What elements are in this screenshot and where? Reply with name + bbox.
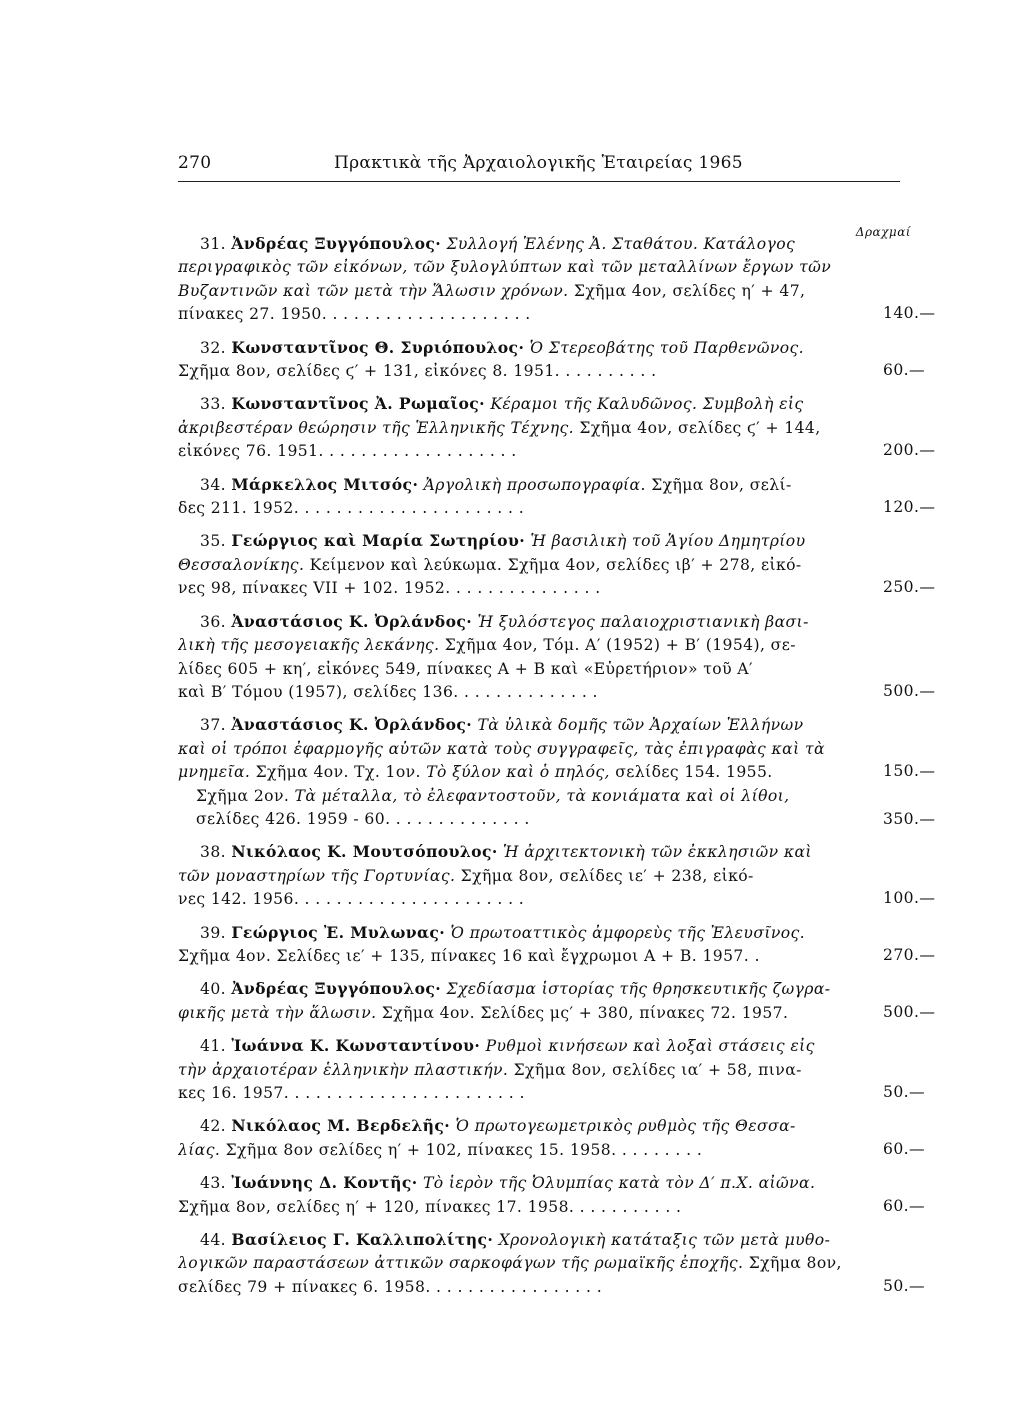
author-name: Γεώργιος καὶ Μαρία Σωτηρίου· (231, 531, 526, 551)
price-value: 100.— (883, 889, 936, 908)
entry-line: Σχῆμα 4ον. Σελίδες ιε′ + 135, πίνακες 16 καὶ ἔγχρωμοι Α + Β. 1957. . (178, 945, 898, 968)
title-text: Τὰ ὑλικὰ δομῆς τῶν Ἀρχαίων Ἑλλήνων (477, 716, 804, 735)
title-text: Ἡ ἀρχιτεκτονικὴ τῶν ἐκκλησιῶν καὶ (503, 843, 812, 862)
title-text: Ἡ ξυλόστεγος παλαιοχριστιανικὴ βασι- (477, 612, 809, 631)
dot-leader: . . (743, 946, 760, 965)
price-value: 350.— (883, 809, 936, 828)
entry-body (178, 840, 936, 911)
entry-body (178, 1034, 925, 1105)
price-value: 50.— (883, 1082, 925, 1101)
catalogue-entry (178, 336, 925, 384)
catalogue-entry (178, 840, 936, 911)
dot-leader: . . . . . . . . . . . . . . . . . . . (318, 442, 517, 461)
price-value: 140.— (883, 304, 936, 323)
title-text: Ἀργολικὴ προσωπογραφία. (423, 475, 646, 494)
author-name: Ἰωάννα Κ. Κωνσταντίνου· (231, 1036, 481, 1056)
entry-line: λίδες 605 + κη′, εἰκόνες 549, πίνακες Α + Β καὶ «Εὑρετήριον» τοῦ Α′ (178, 659, 753, 678)
catalogue-entry (178, 1228, 925, 1299)
entry-line: Σχῆμα 2ον. Τὰ μέταλλα, τὸ ἐλεφαντοστοῦν, τὰ κονιάματα καὶ οἱ λίθοι, (196, 786, 790, 805)
author-name: Μάρκελλος Μιτσός· (231, 474, 419, 494)
catalogue-entry (178, 1171, 925, 1219)
title-text: λίας. (178, 1140, 221, 1159)
entry-line: σελίδες 79 + πίνακες 6. 1958. . . . . . . . . . . . . . . . . (178, 1276, 898, 1299)
entry-line: Σχῆμα 8ον, σελίδες η′ + 120, πίνακες 17. 1958. . . . . . . . . . . (178, 1196, 898, 1219)
entry-line: καὶ Β′ Τόμου (1957), σελίδες 136. . . . . . . . . . . . . . (178, 681, 898, 704)
title-text: τῶν μοναστηρίων τῆς Γορτυνίας. (178, 866, 456, 885)
price-value: 120.— (883, 498, 936, 517)
entry-line: πίνακες 27. 1950. . . . . . . . . . . . . . . . . . . . (178, 303, 898, 326)
page-number: 270 (178, 153, 212, 173)
entry-body (178, 610, 936, 705)
author-name: Ἰωάννης Δ. Κοντῆς· (231, 1173, 418, 1193)
title-text: περιγραφικὸς τῶν εἰκόνων, τῶν ξυλογλύπτων καὶ τῶν μεταλλίνων ἔργων τῶν (178, 258, 832, 277)
price-value: 60.— (883, 1139, 925, 1158)
title-text: ἀκριβεστέραν θεώρησιν τῆς Ἑλληνικῆς Τέχνης. (178, 418, 575, 437)
title-text: Τὰ μέταλλα, τὸ ἐλεφαντοστοῦν, τὰ κονιάματα καὶ οἱ λίθοι, (294, 786, 790, 805)
price-value: 200.— (883, 441, 936, 460)
dot-leader: . . . . . . . . . . . . . . . . . . . . . . . (283, 1084, 525, 1102)
catalogue-entry (178, 392, 936, 463)
entry-body (178, 977, 936, 1025)
price-value: 250.— (883, 578, 936, 597)
entry-body (178, 713, 936, 784)
catalogue-entry (178, 473, 936, 521)
entry-line: λικὴ τῆς μεσογειακῆς λεκάνης. Σχῆμα 4ον, Τόμ. Α′ (1952) + Β′ (1954), σε- (178, 636, 796, 655)
dot-leader: . (783, 1003, 789, 1022)
author-name: Ἀνδρέας Ξυγγόπουλος· (231, 234, 442, 253)
author-name: Βασίλειος Γ. Καλλιπολίτης· (231, 1230, 494, 1250)
title-text: λικὴ τῆς μεσογειακῆς λεκάνης. (178, 636, 440, 655)
entry-body (178, 392, 936, 463)
entry-line: Βυζαντινῶν καὶ τῶν μετὰ τὴν Ἅλωσιν χρόνων. Σχῆμα 4ον, σελίδες η′ + 47, (178, 281, 806, 300)
entry-line: λίας. Σχῆμα 8ον σελίδες η′ + 102, πίνακες 15. 1958. . . . . . . . . (178, 1139, 898, 1162)
entry-line (178, 738, 898, 761)
author-name: Νικόλαος Μ. Βερδελῆς· (231, 1116, 451, 1136)
dot-leader: . . . . . . . . . . . . . . . . . . . . . . (293, 499, 525, 518)
entry-line: 41. Ἰωάννα Κ. Κωνσταντίνου· Ρυθμοὶ κινήσεων καὶ λοξαὶ στάσεις εἰς (200, 1036, 815, 1056)
dot-leader: . . . . . . . . . . . . . . . (445, 579, 601, 598)
dot-leader: . . . . . . . . . . . . . . (385, 809, 530, 828)
entry-line: τῶν μοναστηρίων τῆς Γορτυνίας. Σχῆμα 8ον, σελίδες ιε′ + 238, εἰκό- (178, 866, 754, 885)
catalogue-entry (178, 1034, 925, 1105)
entry-line: νες 98, πίνακες VII + 102. 1952. . . . . . . . . . . . . . . (178, 577, 898, 600)
entry-line: 43. Ἰωάννης Δ. Κοντῆς· Τὸ ἱερὸν τῆς Ὀλυμπίας κατὰ τὸν Δ′ π.Χ. αἰῶνα. (200, 1173, 816, 1193)
dot-leader: . . . . . . . . . . . . . . . . . . . . (321, 305, 531, 324)
entry-body (178, 1228, 925, 1299)
entry-body (178, 336, 925, 384)
entry-line: 32. Κωνσταντῖνος Θ. Συριόπουλος· Ὁ Στερεοβάτης τοῦ Παρθενῶνος. (200, 337, 805, 357)
entry-line: φικῆς μετὰ τὴν ἅλωσιν. Σχῆμα 4ον. Σελίδες μς′ + 380, πίνακες 72. 1957. (178, 1002, 898, 1025)
author-name: Κωνσταντῖνος Ἀ. Ρωμαῖος· (231, 394, 485, 414)
title-text: Ὁ πρωτοαττικὸς ἀμφορεὺς τῆς Ἐλευσῖνος. (450, 923, 806, 942)
title-text: Συλλογή Ἑλένης Ἀ. Σταθάτου. Κατάλογος (446, 235, 796, 253)
entry-line: 39. Γεώργιος Ἐ. Μυλωνας· Ὁ πρωτοαττικὸς ἀμφορεὺς τῆς Ἐλευσῖνος. (200, 922, 806, 942)
entry-line: 36. Ἀναστάσιος Κ. Ὀρλάνδος· Ἡ ξυλόστεγος παλαιοχριστιανικὴ βασι- (200, 611, 809, 631)
title-text: Χρονολογικὴ κατάταξις τῶν μετὰ μυθο- (498, 1231, 831, 1250)
entry-line: Σχῆμα 8ον, σελίδες ϛ′ + 131, εἰκόνες 8. 1951. . . . . . . . . . (178, 360, 898, 383)
entry-line: 33. Κωνσταντῖνος Ἀ. Ρωμαῖος· Κέραμοι τῆς Καλυδῶνος. Συμβολὴ εἰς (200, 394, 804, 414)
price-value: 270.— (883, 945, 936, 964)
entry-line: 40. Ἀνδρέας Ξυγγόπουλος· Σχεδίασμα ἱστορίας τῆς θρησκευτικῆς ζωγρα- (200, 979, 831, 999)
dot-leader: . . . . . . . . . (611, 1140, 703, 1159)
dot-leader: . . . . . . . . . . . . . . . . . . . . . . (293, 890, 525, 909)
header-rule (178, 181, 900, 182)
catalogue-entry (178, 529, 936, 600)
entry-line: 37. Ἀναστάσιος Κ. Ὀρλάνδος· Τὰ ὑλικὰ δομῆς τῶν Ἀρχαίων Ἑλλήνων (200, 715, 804, 735)
title-text: Ρυθμοὶ κινήσεων καὶ λοξαὶ στάσεις εἰς (485, 1037, 815, 1056)
title-text: Τὸ ἱερὸν τῆς Ὀλυμπίας κατὰ τὸν Δ′ π.Χ. αἰῶνα. (422, 1174, 816, 1193)
dot-leader: . . . . . . . . . . . (568, 1197, 682, 1216)
price-value: 500.— (883, 1002, 936, 1021)
entry-line: Θεσσαλονίκης. Κείμενον καὶ λεύκωμα. Σχῆμα 4ον, σελίδες ιβ′ + 278, εἰκό- (178, 555, 802, 574)
price-value: 60.— (883, 1196, 925, 1215)
title-text: Θεσσαλονίκης. (178, 555, 305, 574)
entry-line: ἀκριβεστέραν θεώρησιν τῆς Ἑλληνικῆς Τέχνης. Σχῆμα 4ον, σελίδες ϛ′ + 144, (178, 418, 821, 437)
entry-line: δες 211. 1952. . . . . . . . . . . . . . . . . . . . . . (178, 497, 898, 520)
price-value: 500.— (883, 681, 936, 700)
catalogue-entry (178, 610, 936, 705)
entry-body (178, 1171, 925, 1219)
title-text: καὶ οἱ τρόποι ἐφαρμογῆς αὐτῶν κατὰ τοὺς συγγραφεῖς, τὰς ἐπιγραφὰς καὶ τὰ (178, 739, 825, 758)
currency-label: Δραχμαί (855, 225, 911, 239)
catalogue-entry (178, 977, 936, 1025)
catalogue-entry (178, 921, 936, 969)
title-text: Ἡ βασιλικὴ τοῦ Ἁγίου Δημητρίου (530, 532, 806, 551)
title-text: Ὁ πρωτογεωμετρικὸς ρυθμὸς τῆς Θεσσα- (455, 1117, 796, 1136)
entry-body (178, 529, 936, 600)
author-name: Ἀναστάσιος Κ. Ὀρλάνδος· (231, 611, 473, 631)
entry-line: νες 142. 1956. . . . . . . . . . . . . . . . . . . . . . (178, 888, 898, 911)
author-name: Γεώργιος Ἐ. Μυλωνας· (231, 922, 446, 942)
entry-subvolume (178, 785, 936, 832)
title-text: Βυζαντινῶν καὶ τῶν μετὰ τὴν Ἅλωσιν χρόνων. (178, 281, 569, 300)
entry-line: 31. Ἀνδρέας Ξυγγόπουλος· Συλλογή Ἑλένης Ἀ. Σταθάτου. Κατάλογος (200, 234, 796, 253)
entry-line: μνημεῖα. Σχῆμα 4ον. Τχ. 1ον. Τὸ ξύλον καὶ ὁ πηλός, σελίδες 154. 1955. (178, 763, 773, 782)
dot-leader: . . . . . . . . . . . . . . . . . (425, 1277, 603, 1296)
dot-leader: . . . . . . . . . . . . . . (453, 682, 598, 701)
entry-line: 35. Γεώργιος καὶ Μαρία Σωτηρίου· Ἡ βασιλικὴ τοῦ Ἁγίου Δημητρίου (200, 531, 806, 551)
running-header (178, 153, 918, 183)
entry-line: λογικῶν παραστάσεων ἀττικῶν σαρκοφάγων τῆς ρωμαϊκῆς ἐποχῆς. Σχῆμα 8ον, (178, 1254, 842, 1273)
title-text: Ὁ Στερεοβάτης τοῦ Παρθενῶνος. (529, 338, 805, 357)
price-value: 50.— (883, 1276, 925, 1295)
entry-line: εἰκόνες 76. 1951. . . . . . . . . . . . . . . . . . . (178, 440, 898, 463)
title-text: τὴν ἀρχαιοτέραν ἑλληνικὴν πλαστικήν. (178, 1060, 509, 1079)
price-value: 150.— (883, 762, 936, 781)
entry-line: 38. Νικόλαος Κ. Μουτσόπουλος· Ἡ ἀρχιτεκτονικὴ τῶν ἐκκλησιῶν καὶ (200, 842, 812, 862)
author-name: Νικόλαος Κ. Μουτσόπουλος· (231, 842, 498, 862)
title-text: φικῆς μετὰ τὴν ἅλωσιν. (178, 1003, 377, 1022)
catalogue-entry (178, 1114, 925, 1162)
entry-line: 34. Μάρκελλος Μιτσός· Ἀργολικὴ προσωπογραφία. Σχῆμα 8ον, σελί- (200, 474, 792, 494)
title-text: Τὸ ξύλον καὶ ὁ πηλός, (426, 763, 610, 782)
title-text: λογικῶν παραστάσεων ἀττικῶν σαρκοφάγων τῆς ρωμαϊκῆς ἐποχῆς. (178, 1254, 744, 1273)
author-name: Κωνσταντῖνος Θ. Συριόπουλος· (231, 337, 525, 357)
catalogue-entry (178, 713, 936, 831)
entry-body (178, 1114, 925, 1162)
entry-line: 44. Βασίλειος Γ. Καλλιπολίτης· Χρονολογικὴ κατάταξις τῶν μετὰ μυθο- (200, 1230, 831, 1250)
dot-leader: . . . . . . . . . . (554, 362, 657, 381)
entry-line: κες 16. 1957. . . . . . . . . . . . . . . . . . . . . . . (178, 1082, 898, 1105)
title-text: μνημεῖα. (178, 763, 251, 782)
entry-line: 42. Νικόλαος Μ. Βερδελῆς· Ὁ πρωτογεωμετρικὸς ρυθμὸς τῆς Θεσσα- (200, 1116, 796, 1136)
title-text: Κέραμοι τῆς Καλυδῶνος. Συμβολὴ εἰς (490, 395, 804, 414)
entry-line: σελίδες 426. 1959 - 60. . . . . . . . . . . . . . (178, 808, 898, 831)
author-name: Ἀνδρέας Ξυγγόπουλος· (231, 979, 442, 999)
entry-body (178, 921, 936, 969)
journal-title: Πρακτικὰ τῆς Ἀρχαιολογικῆς Ἑταιρείας 1965 (334, 153, 743, 173)
author-name: Ἀναστάσιος Κ. Ὀρλάνδος· (231, 715, 473, 735)
entry-line (178, 256, 898, 279)
title-text: Σχεδίασμα ἱστορίας τῆς θρησκευτικῆς ζωγρα- (446, 980, 831, 999)
entry-line: τὴν ἀρχαιοτέραν ἑλληνικὴν πλαστικήν. Σχῆμα 8ον, σελίδες ια′ + 58, πινα- (178, 1060, 802, 1079)
price-value: 60.— (883, 361, 925, 380)
entry-body (178, 473, 936, 521)
